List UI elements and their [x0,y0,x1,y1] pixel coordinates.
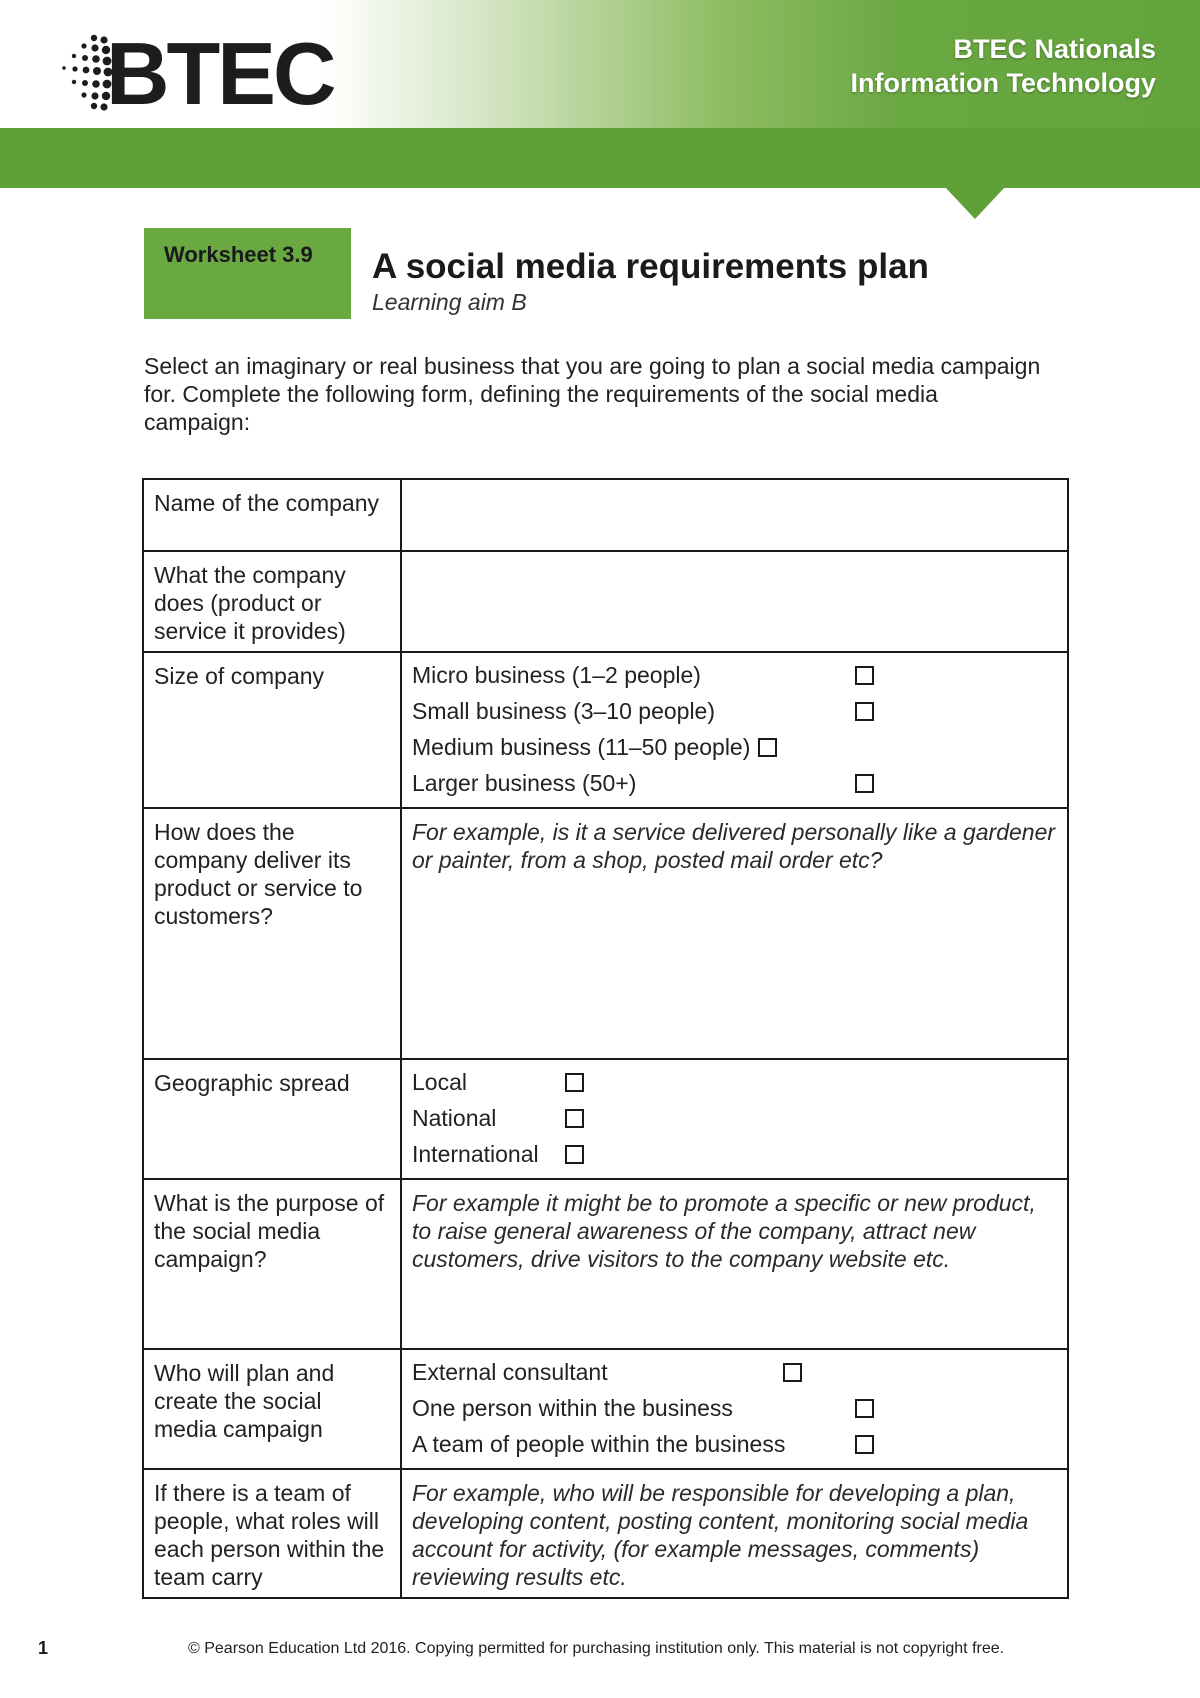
label-purpose: What is the purpose of the social media campaign? [143,1179,401,1349]
page-header [0,0,1200,190]
label-delivery: How does the company deliver its product or service to customers? [143,808,401,1059]
option-national-label: National [412,1105,497,1131]
brand-line-1: BTEC Nationals [953,34,1156,64]
logo-wordmark: BTEC [106,24,334,123]
label-who: Who will plan and create the social media campaign [143,1349,401,1469]
label-roles: If there is a team of people, what roles will each person within the team carry [143,1469,401,1598]
checkbox-external-consultant[interactable] [783,1363,802,1382]
option-external-consultant[interactable] [412,1354,1057,1390]
worksheet-label: Worksheet 3.9 [164,242,313,267]
checkbox-micro[interactable] [855,666,874,685]
label-what-company-does: What the company does (product or service it provides) [143,551,401,652]
checkbox-national[interactable] [565,1109,584,1128]
option-small[interactable] [412,693,1057,729]
page-subtitle: Learning aim B [372,289,527,315]
option-team[interactable] [412,1426,1057,1462]
page-title: A social media requirements plan [372,247,929,286]
checkbox-small[interactable] [855,702,874,721]
label-company-name: Name of the company [143,479,401,551]
row-company-name [143,479,1068,551]
checkbox-international[interactable] [565,1145,584,1164]
btec-logo [54,24,354,123]
field-company-name[interactable] [401,479,1068,551]
header-green-band [0,128,1200,188]
option-larger-label: Larger business (50+) [412,770,637,796]
row-roles [143,1469,1068,1598]
checkbox-team[interactable] [855,1435,874,1454]
row-who [143,1349,1068,1469]
label-size: Size of company [143,652,401,808]
option-external-consultant-label: External consultant [412,1359,608,1385]
checkbox-larger[interactable] [855,774,874,793]
option-one-person[interactable] [412,1390,1057,1426]
option-small-label: Small business (3–10 people) [412,698,716,724]
checkbox-local[interactable] [565,1073,584,1092]
row-purpose [143,1179,1068,1349]
option-medium-label: Medium business (11–50 people) [412,734,751,760]
option-micro[interactable] [412,657,1057,693]
page-number: 1 [38,1638,49,1658]
copyright-footer: © Pearson Education Ltd 2016. Copying permitted for purchasing institution only. This material is not copyright free. [188,1640,1005,1657]
intro-paragraph: Select an imaginary or real business that you are going to plan a social media campaign for. Complete the following form, defining the requirements of the social media campaign: [144,353,1041,435]
checkbox-medium[interactable] [758,738,777,757]
checkbox-one-person[interactable] [855,1399,874,1418]
field-size [401,652,1068,808]
field-geography [401,1059,1068,1179]
row-delivery [143,808,1068,1059]
option-international[interactable] [412,1136,1057,1172]
field-what-company-does[interactable] [401,551,1068,652]
requirements-form-table [142,478,1069,1599]
brand-title [851,32,1157,100]
option-local[interactable] [412,1064,1057,1100]
option-larger[interactable] [412,765,1057,801]
row-what-company-does [143,551,1068,652]
field-roles[interactable]: For example, who will be responsible for developing a plan, developing content, posting content, monitoring social media account for activity, (for example messages, comments) reviewing results etc. [401,1469,1068,1598]
option-micro-label: Micro business (1–2 people) [412,662,701,688]
row-geography [143,1059,1068,1179]
row-size [143,652,1068,808]
option-local-label: Local [412,1069,467,1095]
field-delivery[interactable]: For example, is it a service delivered personally like a gardener or painter, from a shop, posted mail order etc? [401,808,1068,1059]
logo-dots-icon [54,32,114,112]
label-geography: Geographic spread [143,1059,401,1179]
option-medium[interactable] [412,729,1057,765]
option-one-person-label: One person within the business [412,1395,733,1421]
option-team-label: A team of people within the business [412,1431,786,1457]
worksheet-badge [144,228,351,319]
option-international-label: International [412,1141,539,1167]
field-purpose[interactable]: For example it might be to promote a specific or new product, to raise general awareness of the company, attract new customers, drive visitors to the company website etc. [401,1179,1068,1349]
field-who [401,1349,1068,1469]
brand-line-2: Information Technology [850,68,1156,98]
option-national[interactable] [412,1100,1057,1136]
header-notch-arrow [945,187,1005,219]
